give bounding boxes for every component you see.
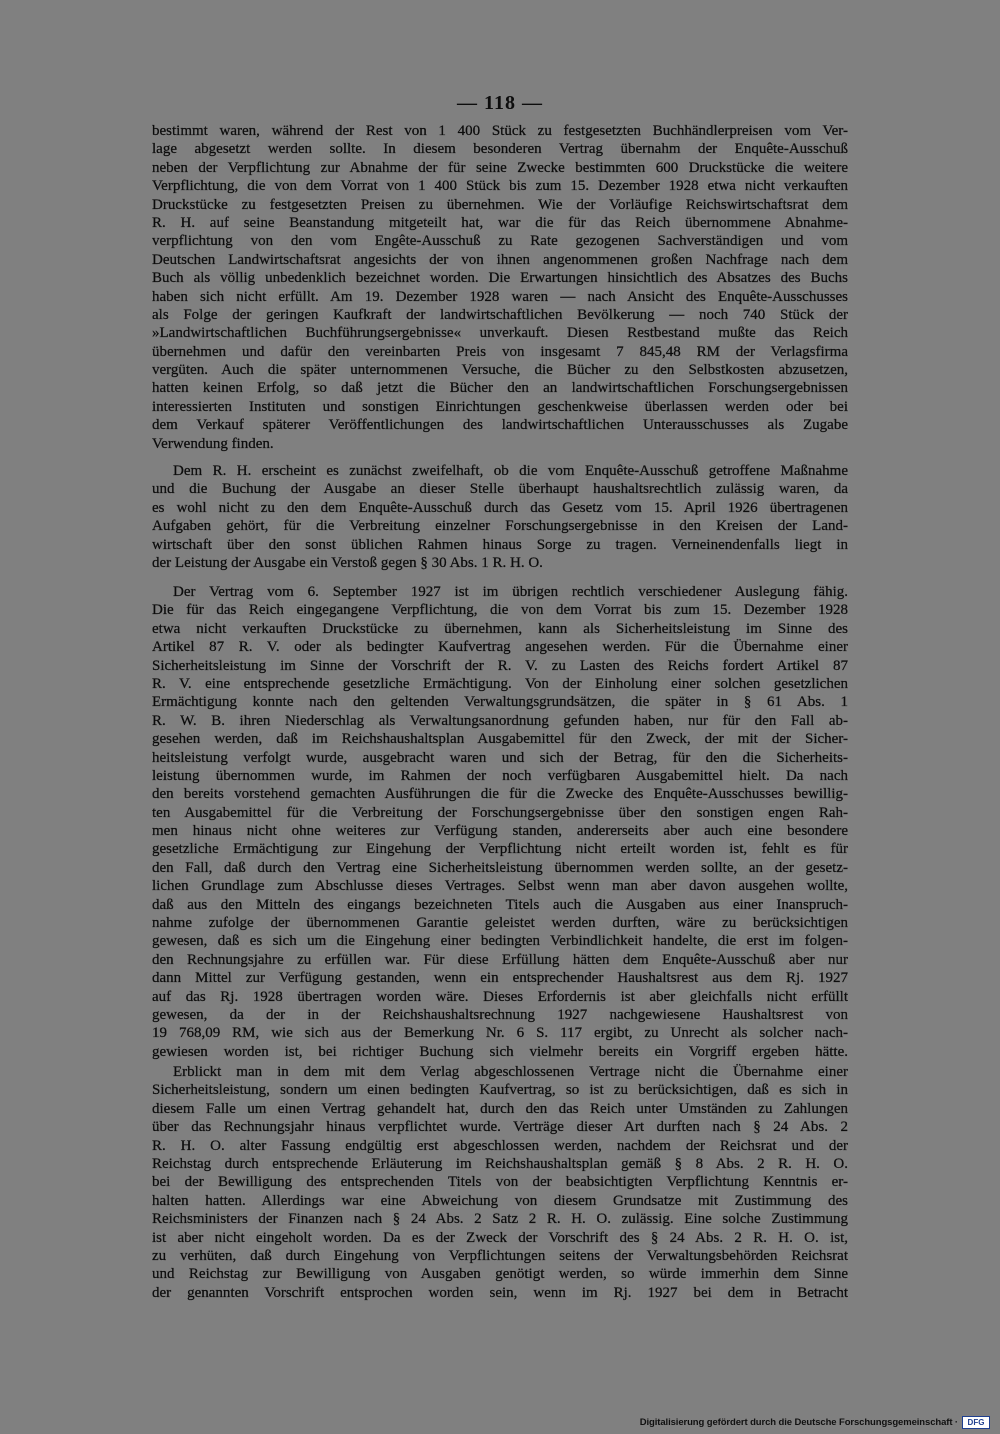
text-line: Deutschen Landwirtschaftsrat angesichts der von ihnen angenommenen großen Nachfrage nach dem xyxy=(152,251,848,268)
paragraph xyxy=(152,122,848,453)
text-line: den bereits vorstehend gemachten Ausführungen die für die Zwecke des Enquête-Ausschusses bewillig- xyxy=(152,786,848,803)
text-line: dem Verkauf späterer Veröffentlichungen des landwirtschaftlichen Unterausschusses als Zugabe xyxy=(152,417,848,434)
text-line: men hinaus nicht ohne weiteres zur Verfügung standen, andererseits aber auch eine besondere xyxy=(152,823,848,840)
text-line: Dem R. H. erscheint es zunächst zweifelhaft, ob die vom Enquête-Ausschuß getroffene Maßnahme xyxy=(173,463,848,479)
text-line: den Fall, daß durch den Vertrag eine Sicherheitsleistung übernommen werden sollte, an der gesetz- xyxy=(152,859,848,876)
text-line: gewiesen worden ist, bei richtiger Buchung sich vielmehr bereits ein Vorgriff ergeben hätte. xyxy=(152,1043,848,1060)
text-line: dann Mittel zur Verfügung gestanden, wenn ein entsprechender Haushaltsrest aus dem Rj. 1927 xyxy=(152,970,848,987)
text-line: neben der Verpflichtung zur Abnahme der für seine Zwecke bestimmten 600 Druckstücke die weitere xyxy=(152,159,848,176)
text-line: vergüten. Auch die später unternommenen Versuche, die Bücher zu den Selbstkosten abzusetzen, xyxy=(152,362,848,379)
text-line: ten Ausgabemittel für die Verbreitung der Forschungsergebnisse über den sonstigen engen Rah- xyxy=(152,804,848,821)
text-line: leistung übernommen wurde, im Rahmen der noch verfügbaren Ausgabemittel hielt. Da nach xyxy=(152,767,848,784)
text-line: lage abgesetzt werden sollte. In diesem besonderen Vertrag übernahm der Enquête-Ausschuß xyxy=(152,141,848,158)
body-text xyxy=(152,0,848,1310)
text-line: über das Rechnungsjahr hinaus verpflichtet wurde. Verträge dieser Art durften nach § 24 Abs. 2 xyxy=(152,1119,848,1136)
digitization-credit: Digitalisierung gefördert durch die Deutsche Forschungsgemeinschaft · xyxy=(639,1416,958,1428)
text-line: Reichstag durch entsprechende Erläuterung im Reichshaushaltsplan gemäß § 8 Abs. 2 R. H. O. xyxy=(152,1155,848,1172)
text-line: nahme zufolge der übernommenen Garantie geleistet werden durften, wäre zu berücksichtigen xyxy=(152,915,848,932)
text-line: ist aber nicht eingeholt worden. Da es der Zweck der Vorschrift des § 24 Abs. 2 R. H. O. ist, xyxy=(152,1229,848,1246)
text-line: Die für das Reich eingegangene Verpflichtung, die von dem Vorrat bis zum 15. Dezember 1928 xyxy=(152,602,848,619)
text-line: Sicherheitsleistung, sondern um einen bedingten Kaufvertrag, so ist zu berücksichtigen, daß es sich in xyxy=(152,1082,848,1099)
text-line: heitsleistung verfolgt wurde, ausgebracht waren und sich der Betrag, für den die Sicherheits- xyxy=(152,749,848,766)
footer xyxy=(640,1414,990,1430)
text-line: auf das Rj. 1928 übertragen worden wäre. Dieses Erfordernis ist aber gleichfalls nicht erfüllt xyxy=(152,988,848,1005)
paragraph xyxy=(152,583,848,1061)
text-line: »Landwirtschaftlichen Buchführungsergebnisse« unverkauft. Diesen Restbestand mußte das Reich xyxy=(152,325,848,342)
text-line: Buch als völlig unbedenklich bezeichnet worden. Die Erwartungen hinsichtlich des Absatzes des Buchs xyxy=(152,270,848,287)
text-line: übernehmen und dafür den vereinbarten Preis von insgesamt 7 845,48 RM der Verlagsfirma xyxy=(152,343,848,360)
text-line: bestimmt waren, während der Rest von 1 400 Stück zu festgesetzten Buchhändlerpreisen vom Ver- xyxy=(152,123,848,139)
text-line: Artikel 87 R. V. oder als bedingter Kaufvertrag angesehen werden. Für die Übernahme einer xyxy=(152,639,848,656)
text-line: 19 768,09 RM, wie sich aus der Bemerkung Nr. 6 S. 117 ergibt, zu Unrecht als solcher nach- xyxy=(152,1025,848,1042)
text-line: gewesen, da der in der Reichshaushaltsrechnung 1927 nachgewiesene Haushaltsrest von xyxy=(152,1006,848,1023)
text-line: interessierten Instituten und sonstigen Einrichtungen geschenkweise überlassen werden oder bei xyxy=(152,398,848,415)
text-line: Erblickt man in dem mit dem Verlag abgeschlossenen Vertrage nicht die Übernahme einer xyxy=(173,1064,848,1080)
text-line: R. W. B. ihren Niederschlag als Verwaltungsanordnung gefunden haben, nur für den Fall ab- xyxy=(152,712,848,729)
text-line: daß aus den Mitteln des eingangs bezeichneten Titels auch die Ausgaben aus einer Inanspruch- xyxy=(152,896,848,913)
text-line: der genannten Vorschrift entsprochen worden sein, wenn im Rj. 1927 bei dem in Betracht xyxy=(152,1284,848,1301)
text-line: Aufgaben gehört, für die Verbreitung einzelner Forschungsergebnisse in den Kreisen der Land- xyxy=(152,518,848,535)
text-line: lichen Grundlage zum Abschlusse dieses Vertrages. Selbst wenn man aber davon ausgehen wollte, xyxy=(152,878,848,895)
text-line: R. H. auf seine Beanstandung mitgeteilt hat, war die für das Reich übernommene Abnahme- xyxy=(152,214,848,231)
text-line: bei der Bewilligung des entsprechenden Titels von der beabsichtigten Verpflichtung Kenntnis er- xyxy=(152,1174,848,1191)
text-line: gesehen werden, daß im Reichshaushaltsplan Ausgabemittel für den Zweck, der mit der Sicher- xyxy=(152,731,848,748)
text-line: den Rechnungsjahre zu erfüllen war. Für diese Erfüllung hätten dem Enquête-Ausschuß aber nur xyxy=(152,951,848,968)
text-line: und die Buchung der Ausgabe an dieser Stelle überhaupt haushaltsrechtlich zulässig waren, da xyxy=(152,481,848,498)
text-line: Der Vertrag vom 6. September 1927 ist im übrigen rechtlich verschiedener Auslegung fähig. xyxy=(173,584,848,600)
text-line: haben sich nicht erfüllt. Am 19. Dezember 1928 waren — nach Ansicht des Enquête-Ausschusses xyxy=(152,288,848,305)
text-line: Ermächtigung konnte nach den geltenden Verwaltungsgrundsätzen, die später in § 61 Abs. 1 xyxy=(152,694,848,711)
text-line: der Leistung der Ausgabe ein Verstoß gegen § 30 Abs. 1 R. H. O. xyxy=(152,554,543,571)
text-line: Reichsministers der Finanzen nach § 24 Abs. 2 Satz 2 R. H. O. zulässig. Eine solche Zustimmung xyxy=(152,1211,848,1228)
dfg-logo[interactable]: DFG xyxy=(962,1416,990,1429)
page-number: — 118 — xyxy=(457,92,543,114)
text-line: halten hatten. Allerdings war eine Abweichung von diesem Grundsatze mit Zustimmung des xyxy=(152,1192,848,1209)
text-line: wirtschaft über den sonst üblichen Rahmen hinaus Sorge zu tragen. Verneinendenfalls liegt in xyxy=(152,536,848,553)
text-line: R. V. eine entsprechende gesetzliche Ermächtigung. Von der Einholung einer solchen gesetzlichen xyxy=(152,675,848,692)
text-line: hatten keinen Erfolg, so daß jetzt die Bücher den an landwirtschaftlichen Forschungsergebnissen xyxy=(152,380,848,397)
text-line: Sicherheitsleistung im Sinne der Vorschrift der R. V. zu Lasten des Reichs fordert Artikel 87 xyxy=(152,657,848,674)
text-line: als Folge der geringen Kaufkraft der landwirtschaftlichen Bevölkerung — noch 740 Stück der xyxy=(152,306,848,323)
paragraph xyxy=(152,1063,848,1302)
text-line: Druckstücke zu festgesetzten Preisen zu übernehmen. Wie der Vorläufige Reichswirtschaftsrat dem xyxy=(152,196,848,213)
text-line: gewesen, daß es sich um die Eingehung einer bedingten Verbindlichkeit handelte, die erst im folgen- xyxy=(152,933,848,950)
paragraph xyxy=(152,462,848,572)
text-line: diesem Falle um einen Vertrag gehandelt hat, durch den das Reich unter Umständen zu Zahlungen xyxy=(152,1100,848,1117)
text-line: es wohl nicht zu den dem Enquête-Ausschuß durch das Gesetz vom 15. April 1926 übertragenen xyxy=(152,499,848,516)
text-line: verpflichtung von den vom Engête-Ausschuß zu Rate gezogenen Sachverständigen und vom xyxy=(152,233,848,250)
text-line: Verwendung finden. xyxy=(152,435,274,452)
text-line: Verpflichtung, die von dem Vorrat von 1 400 Stück bis zum 15. Dezember 1928 etwa nicht verkauften xyxy=(152,178,848,195)
text-line: und Reichstag zur Bewilligung von Ausgaben genötigt werden, so würde immerhin dem Sinne xyxy=(152,1266,848,1283)
text-line: etwa nicht verkauften Druckstücke zu übernehmen, kann als Sicherheitsleistung im Sinne des xyxy=(152,620,848,637)
text-line: R. H. O. alter Fassung endgültig erst abgeschlossen werden, nachdem der Reichsrat und der xyxy=(152,1137,848,1154)
text-line: gesetzliche Ermächtigung zur Eingehung der Verpflichtung nicht erteilt worden ist, fehlt es für xyxy=(152,841,848,858)
text-line: zu verhüten, daß durch Eingehung von Verpflichtungen seitens der Verwaltungsbehörden Reichsrat xyxy=(152,1247,848,1264)
